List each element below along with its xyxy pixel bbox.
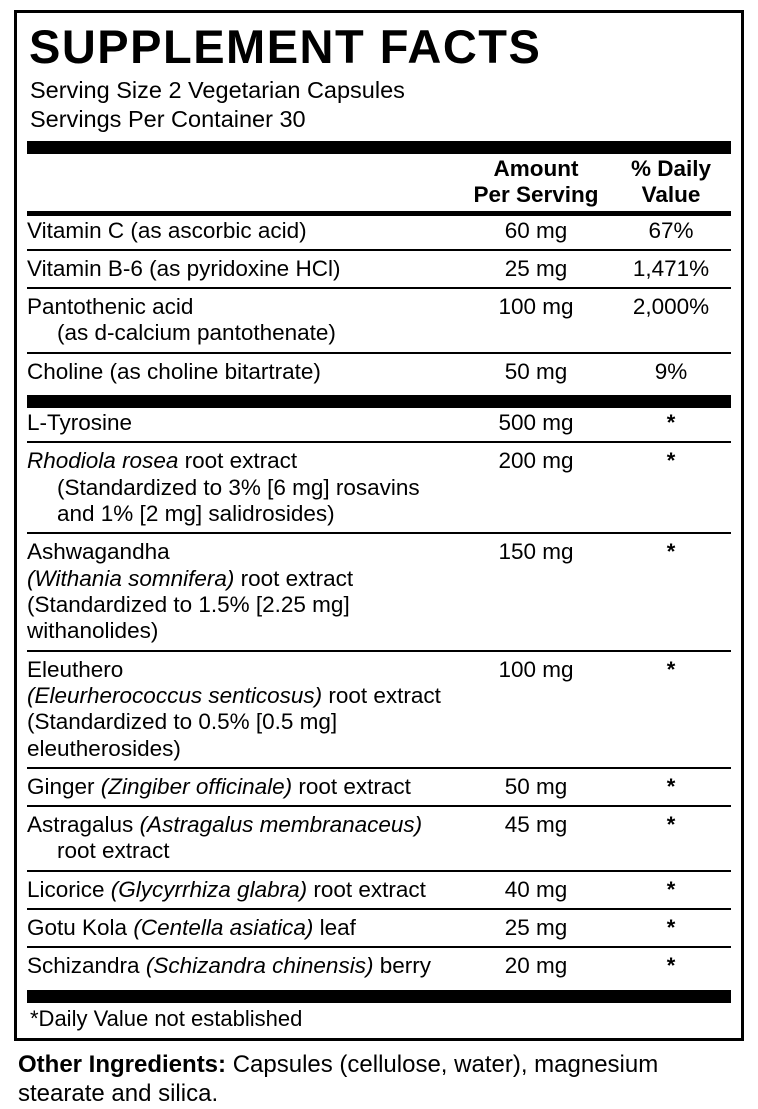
- ingredient-name-main: Licorice (Glycyrrhiza glabra) root extract: [27, 876, 426, 902]
- divider-thick-middle: [27, 395, 731, 408]
- row-divider: [27, 765, 731, 772]
- ingredient-name: [27, 772, 461, 803]
- ingredient-dv: *: [666, 656, 676, 682]
- ingredient-dv: *: [666, 953, 676, 979]
- nutrient-amount: 25 mg: [504, 255, 568, 281]
- row-divider: [27, 439, 731, 446]
- ingredient-name: [27, 446, 461, 530]
- row-divider: [27, 906, 731, 913]
- nutrient-name-main: Choline (as choline bitartrate): [27, 358, 321, 384]
- nutrient-amount: 100 mg: [498, 294, 574, 320]
- nutrient-name-main: Vitamin B-6 (as pyridoxine HCl): [27, 255, 341, 281]
- nutrient-name-sub: (as d-calcium pantothenate): [57, 320, 336, 346]
- ingredient-dv: *: [666, 812, 676, 838]
- divider-thick-top: [27, 141, 731, 154]
- ingredient-dv: *: [666, 448, 676, 474]
- ingredient-amount: 500 mg: [498, 410, 574, 436]
- table-row: [27, 951, 731, 982]
- ingredient-name-sub2: (Standardized to 1.5% [2.25 mg] withanolides): [27, 591, 350, 644]
- ingredient-amount: 200 mg: [498, 448, 574, 474]
- ingredient-name-main: L-Tyrosine: [27, 410, 133, 436]
- ingredient-name: [27, 875, 461, 906]
- ingredient-name: [27, 913, 461, 944]
- ingredient-name-sub2: (Standardized to 0.5% [0.5 mg] eleutherosides): [27, 709, 338, 761]
- nutrient-name: [27, 216, 461, 247]
- ingredient-name: [27, 655, 461, 765]
- other-ingredients: [18, 1050, 742, 1109]
- ingredient-amount: 45 mg: [504, 812, 568, 838]
- header-amount: [461, 154, 611, 210]
- nutrient-name: [27, 357, 461, 388]
- ingredient-amount: 50 mg: [504, 773, 568, 799]
- ingredient-amount: 100 mg: [498, 656, 574, 682]
- table-row: [27, 772, 731, 803]
- table-row: [27, 216, 731, 247]
- ingredient-amount: 150 mg: [498, 539, 574, 565]
- supplement-facts-panel: [14, 10, 744, 1041]
- header-dv-line1: % Daily: [630, 156, 712, 182]
- nutrient-dv: 9%: [654, 358, 688, 384]
- table-row: [27, 537, 731, 647]
- ingredient-name-main: Rhodiola rosea root extract: [27, 448, 298, 474]
- blend-table: [27, 408, 731, 983]
- ingredient-name-main: Gotu Kola (Centella asiatica) leaf: [27, 915, 356, 941]
- nutrient-amount: 50 mg: [504, 358, 568, 384]
- ingredient-amount: 40 mg: [504, 876, 568, 902]
- page-title: SUPPLEMENT FACTS: [29, 20, 542, 73]
- row-divider: [27, 868, 731, 875]
- table-row: [27, 254, 731, 285]
- ingredient-name-sub1: (Eleurherococcus senticosus) root extract: [27, 682, 441, 708]
- table-row: [27, 408, 731, 439]
- nutrient-name-main: Pantothenic acid: [27, 294, 194, 320]
- row-divider: [27, 530, 731, 537]
- ingredient-name-sub1: root extract: [57, 838, 170, 864]
- table-header-row: [27, 154, 731, 210]
- row-divider: [27, 285, 731, 292]
- nutrient-dv: 67%: [648, 217, 694, 243]
- vitamins-table: [27, 216, 731, 389]
- divider-thick-bottom: [27, 990, 731, 1003]
- ingredient-amount: 25 mg: [504, 915, 568, 941]
- table-row: [27, 913, 731, 944]
- other-ingredients-text: Capsules (cellulose, water), magnesium stearate and silica.: [18, 1051, 659, 1108]
- row-divider: [27, 944, 731, 951]
- nutrient-name-main: Vitamin C (as ascorbic acid): [27, 217, 307, 243]
- table-row: [27, 292, 731, 350]
- header-nutrient: [27, 154, 461, 210]
- serving-size: Serving Size 2 Vegetarian Capsules: [30, 77, 405, 103]
- ingredient-name: [27, 537, 461, 647]
- daily-value-footnote: *Daily Value not established: [30, 1005, 303, 1031]
- ingredient-name-sub2: and 1% [2 mg] salidrosides): [57, 501, 335, 527]
- servings-per-container: Servings Per Container 30: [30, 106, 306, 133]
- ingredient-name: [27, 951, 461, 982]
- header-amount-line1: Amount: [493, 156, 579, 182]
- ingredient-name: [27, 810, 461, 868]
- nutrient-name: [27, 292, 461, 350]
- table-row: [27, 655, 731, 765]
- ingredient-name-main: Astragalus (Astragalus membranaceus): [27, 812, 423, 838]
- row-divider: [27, 350, 731, 357]
- row-divider: [27, 803, 731, 810]
- ingredient-dv: *: [666, 876, 676, 902]
- header-daily-value: [611, 154, 731, 210]
- other-ingredients-label: Other Ingredients:: [18, 1051, 227, 1079]
- ingredient-amount: 20 mg: [504, 953, 568, 979]
- table-row: [27, 446, 731, 530]
- table-row: [27, 357, 731, 388]
- nutrient-name: [27, 254, 461, 285]
- ingredient-name: [27, 408, 461, 439]
- ingredient-name-sub1: (Standardized to 3% [6 mg] rosavins: [57, 474, 420, 500]
- row-divider: [27, 247, 731, 254]
- row-divider: [27, 648, 731, 655]
- header-amount-line2: Per Serving: [473, 181, 599, 207]
- ingredient-name-main: Eleuthero: [27, 656, 124, 682]
- table-row: [27, 810, 731, 868]
- nutrient-amount: 60 mg: [504, 217, 568, 243]
- ingredient-dv: *: [666, 773, 676, 799]
- ingredient-dv: *: [666, 539, 676, 565]
- ingredient-dv: *: [666, 410, 676, 436]
- ingredient-name-sub1: (Withania somnifera) root extract: [27, 565, 354, 591]
- ingredient-name-main: Ginger (Zingiber officinale) root extract: [27, 773, 411, 799]
- header-dv-line2: Value: [641, 181, 701, 207]
- nutrition-table: [27, 154, 731, 210]
- nutrient-dv: 1,471%: [632, 255, 710, 281]
- ingredient-name-main: Ashwagandha: [27, 539, 170, 565]
- ingredient-name-main: Schizandra (Schizandra chinensis) berry: [27, 953, 431, 979]
- ingredient-dv: *: [666, 915, 676, 941]
- nutrient-dv: 2,000%: [632, 294, 710, 320]
- table-row: [27, 875, 731, 906]
